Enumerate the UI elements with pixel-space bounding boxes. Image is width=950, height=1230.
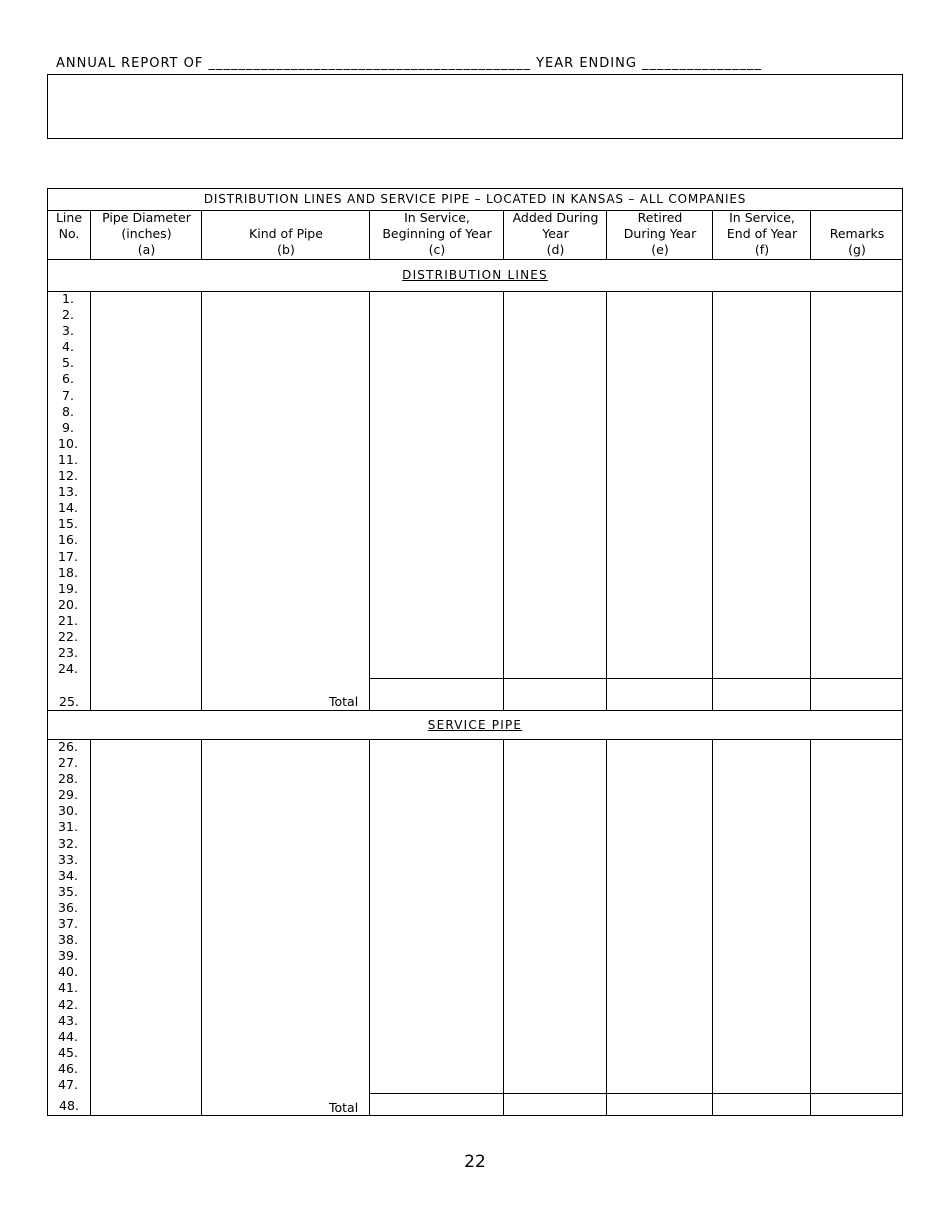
- table-title: DISTRIBUTION LINES AND SERVICE PIPE – LOCATED IN KANSAS – ALL COMPANIES: [203, 192, 747, 206]
- annual-report-label: ANNUAL REPORT OF: [56, 56, 204, 71]
- col-header-remarks: Remarks (g): [829, 226, 885, 257]
- line-number: 15.: [58, 516, 78, 532]
- distribution-lines-heading: DISTRIBUTION LINES: [402, 268, 548, 282]
- line-number: 23.: [58, 645, 78, 661]
- line-number: 44.: [58, 1028, 78, 1044]
- page-number: 22: [464, 1152, 486, 1172]
- distribution-service-pipe-table: [47, 188, 903, 1116]
- line-number: 43.: [58, 1012, 78, 1028]
- line-number: 36.: [58, 899, 78, 915]
- distribution-total-line-no: 25.: [59, 694, 79, 709]
- line-number: 32.: [58, 835, 78, 851]
- distribution-total-label: Total: [329, 694, 359, 709]
- year-ending-blank[interactable]: ________________: [642, 56, 763, 71]
- line-number: 17.: [58, 548, 78, 564]
- line-number: 13.: [58, 484, 78, 500]
- table-grid: [47, 188, 903, 1116]
- col-header-in-service-end: In Service, End of Year (f): [726, 210, 798, 257]
- col-header-line-no: Line No.: [55, 210, 83, 241]
- line-number: 26.: [58, 739, 78, 754]
- col-header-added-during-year: Added During Year (d): [512, 210, 599, 257]
- line-number: 34.: [58, 867, 78, 883]
- line-number: 3.: [62, 323, 74, 339]
- line-number: 10.: [58, 435, 78, 451]
- line-number: 24.: [58, 661, 78, 677]
- line-number: 30.: [58, 803, 78, 819]
- service-total-label: Total: [329, 1100, 359, 1115]
- service-line-numbers: [47, 739, 89, 1093]
- line-number: 31.: [58, 819, 78, 835]
- line-number: 29.: [58, 787, 78, 803]
- line-number: 45.: [58, 1044, 78, 1060]
- line-number: 19.: [58, 580, 78, 596]
- line-number: 28.: [58, 771, 78, 787]
- line-number: 5.: [62, 355, 74, 371]
- line-number: 20.: [58, 596, 78, 612]
- line-number: 1.: [62, 291, 74, 306]
- line-number: 12.: [58, 468, 78, 484]
- col-header-pipe-diameter: Pipe Diameter (inches) (a): [102, 210, 191, 257]
- company-info-box[interactable]: [47, 74, 903, 139]
- line-number: 21.: [58, 612, 78, 628]
- col-header-in-service-beginning: In Service, Beginning of Year (c): [382, 210, 492, 257]
- col-header-retired-during-year: Retired During Year (e): [623, 210, 697, 257]
- line-number: 8.: [62, 403, 74, 419]
- line-number: 7.: [62, 387, 74, 403]
- line-number: 40.: [58, 964, 78, 980]
- service-total-line-no: 48.: [59, 1098, 79, 1113]
- line-number: 6.: [62, 371, 74, 387]
- line-number: 41.: [58, 980, 78, 996]
- line-number: 9.: [62, 419, 74, 435]
- report-header: [56, 56, 762, 71]
- line-number: 38.: [58, 932, 78, 948]
- line-number: 33.: [58, 851, 78, 867]
- line-number: 11.: [58, 451, 78, 467]
- line-number: 46.: [58, 1060, 78, 1076]
- line-number: 16.: [58, 532, 78, 548]
- service-pipe-heading: SERVICE PIPE: [427, 718, 523, 732]
- distribution-line-numbers: [47, 291, 89, 677]
- line-number: 2.: [62, 307, 74, 323]
- line-number: 39.: [58, 948, 78, 964]
- line-number: 27.: [58, 755, 78, 771]
- line-number: 14.: [58, 500, 78, 516]
- line-number: 22.: [58, 628, 78, 644]
- year-ending-label: YEAR ENDING: [536, 56, 637, 71]
- line-number: 18.: [58, 564, 78, 580]
- line-number: 42.: [58, 996, 78, 1012]
- col-header-kind-of-pipe: Kind of Pipe (b): [249, 226, 323, 257]
- line-number: 35.: [58, 883, 78, 899]
- line-number: 37.: [58, 916, 78, 932]
- line-number: 4.: [62, 339, 74, 355]
- line-number: 47.: [58, 1076, 78, 1092]
- company-name-blank[interactable]: ___________________________________________: [208, 56, 531, 71]
